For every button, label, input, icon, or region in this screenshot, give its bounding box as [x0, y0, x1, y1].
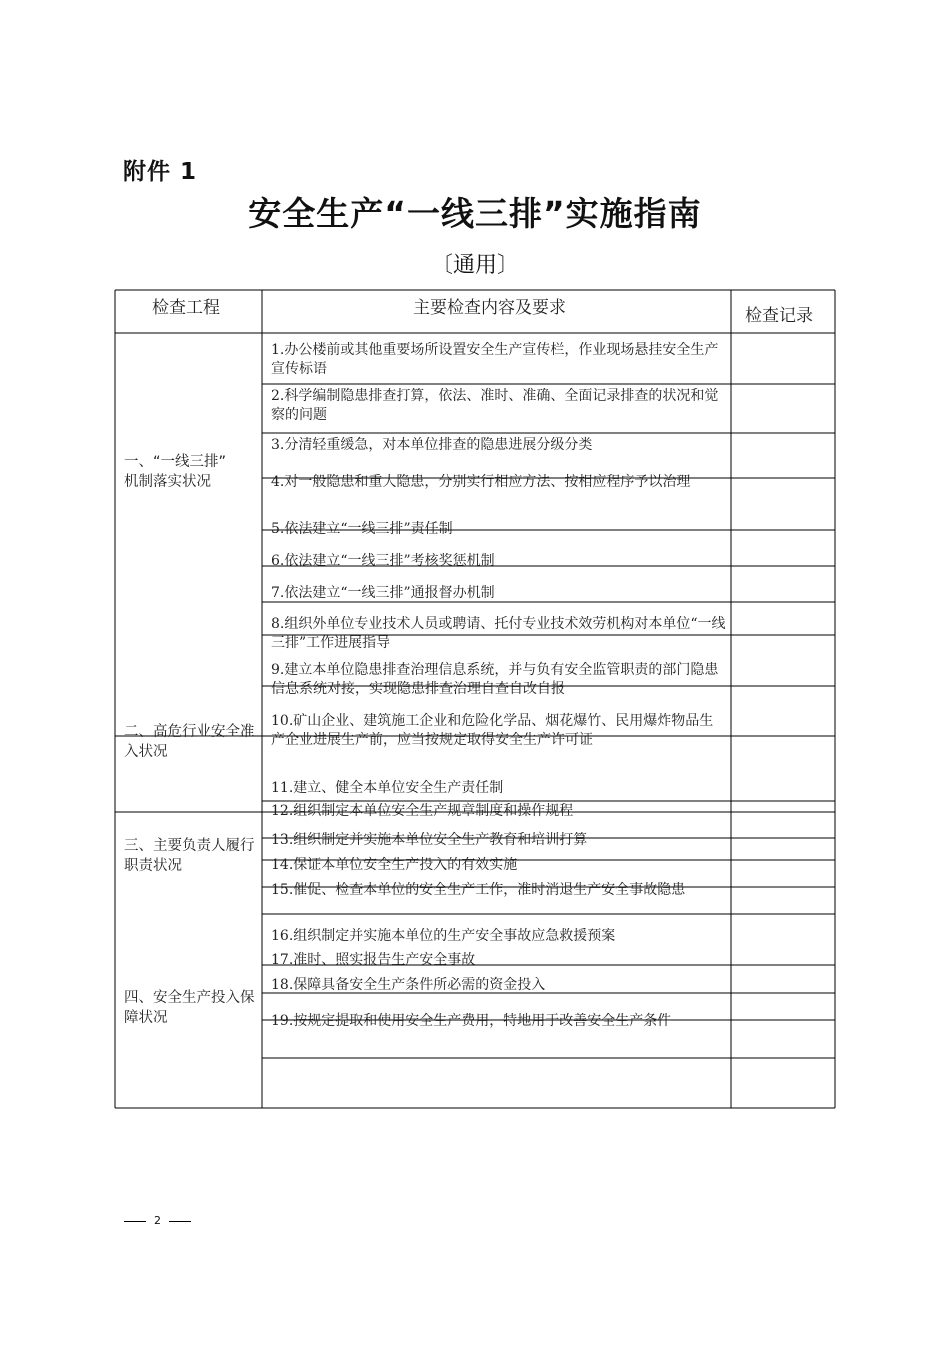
table-row: 17.准时、照实报告生产安全事故 [271, 952, 476, 968]
table-row: 14.保证本单位安全生产投入的有效实施 [271, 857, 518, 873]
document-subtitle: 〔通用〕 [430, 253, 519, 278]
table-row: 11.建立、健全本单位安全生产责任制 [271, 780, 504, 796]
category-mechanism: 一、“一线三排” 机制落实状况 [124, 454, 227, 490]
table-row: 16.组织制定并实施本单位的生产安全事故应急救援预案 [271, 928, 616, 944]
category-access: 二、高危行业安全准入状况 [124, 724, 255, 760]
table-row: 10.矿山企业、建筑施工企业和危险化学品、烟花爆竹、民用爆炸物品生产企业进展生产前，应当按规定取得安全生产许可证 [271, 713, 714, 748]
table-row: 4.对一般隐患和重大隐患，分别实行相应方法、按相应程序予以治理 [271, 474, 691, 490]
footer-dash-left [124, 1221, 146, 1222]
table-row: 18.保障具备安全生产条件所必需的资金投入 [271, 977, 546, 993]
table-row: 8.组织外单位专业技术人员或聘请、托付专业技术效劳机构对本单位“一线三排”工作进展指导 [271, 616, 726, 651]
page-number: 2 [154, 1214, 161, 1227]
table-row: 2.科学编制隐患排查打算，依法、准时、准确、全面记录排查的状况和觉察的问题 [271, 388, 719, 423]
table-row: 15.催促、检查本单位的安全生产工作，准时消退生产安全事故隐患 [271, 882, 686, 898]
page-footer [124, 1214, 191, 1227]
annex-label: 附件 1 [123, 159, 198, 185]
header-content: 主要检查内容及要求 [413, 298, 566, 318]
document-title: 安全生产“一线三排”实施指南 [248, 194, 702, 233]
header-check-item: 检查工程 [152, 298, 220, 318]
category-responsibility: 三、主要负责人履行职责状况 [124, 838, 255, 874]
table-row: 12.组织制定本单位安全生产规章制度和操作规程 [271, 803, 574, 819]
table-row: 9.建立本单位隐患排查治理信息系统，并与负有安全监管职责的部门隐患信息系统对接，实现隐患排查治理自查自改自报 [271, 662, 719, 697]
table-row: 1.办公楼前或其他重要场所设置安全生产宣传栏，作业现场悬挂安全生产宣传标语 [271, 342, 719, 377]
header-record: 检查记录 [745, 306, 813, 326]
category-investment: 四、安全生产投入保障状况 [124, 990, 255, 1026]
table-row: 13.组织制定并实施本单位安全生产教育和培训打算 [271, 832, 588, 848]
table-row: 6.依法建立“一线三排”考核奖惩机制 [271, 553, 495, 569]
table-row: 3.分清轻重缓急，对本单位排查的隐患进展分级分类 [271, 437, 593, 453]
table-row: 7.依法建立“一线三排”通报督办机制 [271, 585, 495, 601]
table-row: 19.按规定提取和使用安全生产费用，特地用于改善安全生产条件 [271, 1013, 672, 1029]
footer-dash-right [169, 1221, 191, 1222]
table-row: 5.依法建立“一线三排”责任制 [271, 521, 453, 537]
